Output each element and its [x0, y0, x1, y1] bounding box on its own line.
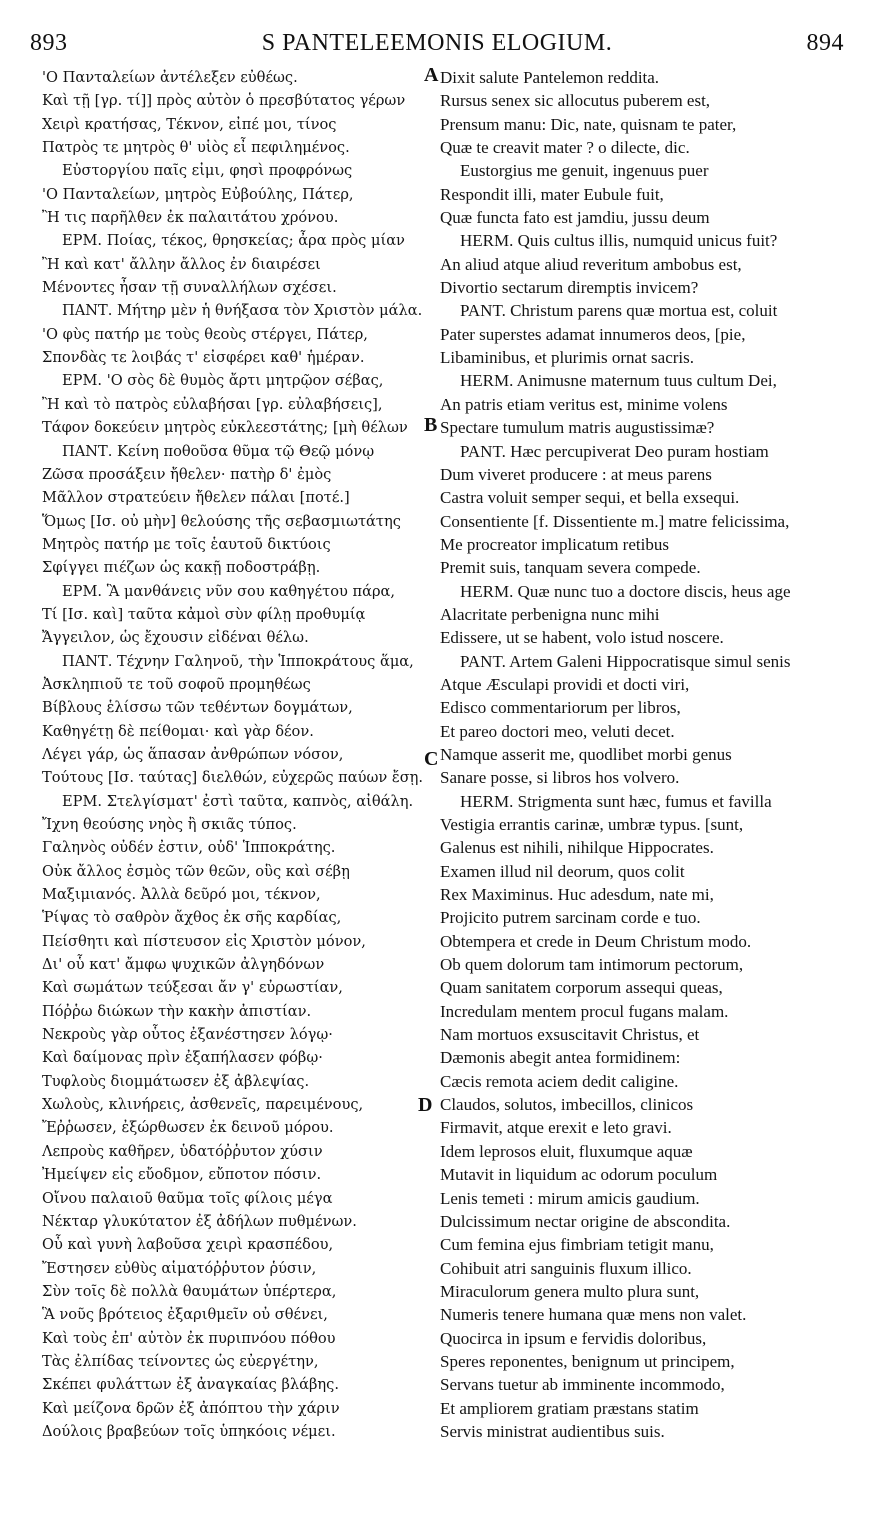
greek-verse-line: Καὶ δαίμονας πρὶν ἐξαπήλασεν φόβῳ· [42, 1049, 323, 1067]
greek-verse-line: Ἔστησεν εὐθὺς αἱματόῤῥυτον ῥύσιν, [42, 1259, 317, 1277]
latin-verse-line: Edissere, ut se habent, volo istud noscere. [440, 628, 724, 648]
greek-verse-line: Δι' οὗ κατ' ἄμφω ψυχικῶν ἀλγηδόνων [42, 956, 325, 974]
latin-verse-line: Projicito putrem sarcinam corde e tuo. [440, 908, 701, 928]
latin-verse-line: HERM. Strigmenta sunt hæc, fumus et favilla [460, 791, 772, 811]
greek-verse-line: Μητρὸς πατήρ με τοῖς ἑαυτοῦ δικτύοις [42, 535, 331, 553]
greek-verse-line: ΕΡΜ. 'Ο σὸς δὲ θυμὸς ἄρτι μητρῷον σέβας, [62, 372, 384, 390]
latin-verse-line: Premit suis, tanquam severa compede. [440, 558, 701, 578]
greek-verse-line: 'Ο Πανταλείων ἀντέλεξεν εὐθέως. [42, 69, 298, 86]
latin-verse-line: Cum femina ejus fimbriam tetigit manu, [440, 1235, 714, 1255]
greek-verse-line: Καὶ τοὺς ἐπ' αὐτὸν ἐκ πυριπνόου πόθου [42, 1329, 336, 1347]
latin-verse-line: Miraculorum genera multo plura sunt, [440, 1281, 700, 1301]
latin-verse-line: Dæmonis abegit antea formidinem: [440, 1048, 681, 1068]
latin-verse-line: Consentiente [f. Dissentiente m.] matre felicissima, [440, 511, 790, 531]
greek-verse-line: ΠΑΝΤ. Μήτηρ μὲν ἡ θνήξασα τὸν Χριστὸν μάλα. [62, 302, 423, 320]
greek-verse-line: 'Ο φὺς πατήρ με τοὺς θεοὺς στέργει, Πάτερ, [42, 325, 368, 343]
latin-verse-line: Quam sanitatem corporum assequi queas, [440, 978, 723, 998]
section-marker-d: D [418, 1094, 433, 1116]
greek-verse-line: ΕΡΜ. Ποίας, τέκος, θρησκείας; ἆρα πρὸς μίαν [62, 232, 405, 250]
greek-verse-line: Μένοντες ἦσαν τῇ συναλλήλων σχέσει. [42, 279, 337, 297]
greek-verse-line: Ἢ τις παρῆλθεν ἐκ παλαιτάτου χρόνου. [42, 209, 339, 227]
latin-verse-line: Edisco commentariorum per libros, [440, 698, 681, 718]
greek-verse-line: Οἴνου παλαιοῦ θαῦμα τοῖς φίλοις μέγα [42, 1189, 333, 1207]
latin-verse-line: Cohibuit atri sanguinis fluxum illico. [440, 1258, 692, 1278]
latin-verse-line: Atque Æsculapi providi et docti viri, [440, 674, 690, 694]
latin-verse-line: Speres reponentes, benignum ut principem, [440, 1351, 735, 1371]
latin-verse-line: Rursus senex sic allocutus puberem est, [440, 91, 711, 111]
greek-verse-line: Σφίγγει πιέζων ὡς κακῇ ποδοστράβῃ. [42, 559, 321, 577]
latin-verse-line: Pater superstes adamat innumeros deos, [pie, [440, 324, 746, 344]
latin-verse-line: Obtempera et crede in Deum Christum modo. [440, 931, 752, 951]
latin-verse-line: Numeris tenere humana quæ mens non valet. [440, 1305, 747, 1325]
greek-verse-line: Λεπροὺς καθῆρεν, ὑδατόῤῥυτον χύσιν [42, 1142, 323, 1160]
greek-verse-line: Τάφον δοκεύειν μητρὸς εὐκλεεστάτης; [μὴ θέλων [42, 419, 408, 437]
latin-verse-line: Firmavit, atque erexit e leto gravi. [440, 1118, 672, 1138]
latin-verse-line: Quocirca in ipsum e fervidis doloribus, [440, 1328, 707, 1348]
latin-verse-line: Et ampliorem gratiam præstans statim [440, 1398, 699, 1418]
greek-verse-line: Σὺν τοῖς δὲ πολλὰ θαυμάτων ὑπέρτερα, [42, 1282, 337, 1300]
greek-verse-line: Οὐκ ἄλλος ἐσμὸς τῶν θεῶν, οὓς καὶ σέβῃ [42, 862, 350, 880]
greek-verse-line: Τούτους [Ισ. ταύτας] διελθών, εὐχερῶς παύων ἔσῃ. [42, 769, 424, 787]
running-head [30, 30, 844, 60]
latin-verse-line: PANT. Christum parens quæ mortua est, coluit [460, 301, 778, 321]
latin-verse-line: Rex Maximinus. Huc adesdum, nate mi, [440, 885, 714, 905]
greek-verse-line: Καὶ τῇ [γρ. τί]] πρὸς αὐτὸν ὁ πρεσβύτατος γέρων [42, 92, 406, 110]
latin-verse-line: Dixit salute Pantelemon reddita. [440, 68, 660, 87]
latin-verse-line: HERM. Quæ nunc tuo a doctore discis, heus age [460, 581, 791, 601]
greek-verse-line: Καὶ μείζονα δρῶν ἐξ ἀπόπτου τὴν χάριν [42, 1399, 340, 1417]
latin-verse-line: Servis ministrat audientibus suis. [440, 1421, 665, 1441]
greek-verse-line: Ἀσκληπιοῦ τε τοῦ σοφοῦ προμηθέως [42, 675, 311, 693]
greek-verse-line: Δούλοις βραβεύων τοῖς ὑπηκόοις νέμει. [42, 1422, 336, 1440]
section-marker-c: C [424, 748, 439, 770]
greek-verse-line: Τὰς ἐλπίδας τείνοντες ὡς εὐεργέτην, [42, 1352, 319, 1370]
greek-verse-line: ΠΑΝΤ. Τέχνην Γαληνοῦ, τὴν Ἱπποκράτους ἅμα, [62, 652, 414, 670]
section-marker-a: A [424, 64, 439, 86]
latin-verse-line: Divortio sectarum diremptis invicem? [440, 278, 699, 298]
latin-verse-line: Alacritate perbenigna nunc mihi [440, 604, 660, 624]
greek-verse-line: ΠΑΝΤ. Κείνη ποθοῦσα θῦμα τῷ Θεῷ μόνῳ [62, 442, 375, 460]
latin-verse-line: Vestigia errantis carinæ, umbræ typus. [sunt, [440, 815, 744, 834]
greek-verse-line: Τυφλοὺς διομμάτωσεν ἐξ ἀβλεψίας. [42, 1072, 310, 1090]
section-marker-b: B [424, 414, 438, 436]
page-number-right: 894 [806, 30, 844, 56]
latin-verse-line: Castra voluit semper sequi, et bella exsequi. [440, 488, 740, 508]
latin-verse-line: An aliud atque aliud reveritum ambobus est, [440, 254, 742, 274]
greek-verse-line: Βίβλους ἑλίσσω τῶν τεθέντων δογμάτων, [42, 699, 353, 717]
latin-verse-line: Claudos, solutos, imbecillos, clinicos [440, 1095, 694, 1115]
greek-verse-line: Τί [Ισ. καὶ] ταῦτα κἀμοὶ σὺν φίλῃ προθυμίᾳ [42, 605, 366, 623]
greek-verse-line: Ῥίψας τὸ σαθρὸν ἄχθος ἐκ σῆς καρδίας, [42, 909, 342, 927]
page-title: S PANTELEEMONIS ELOGIUM. [261, 30, 613, 56]
latin-verse-line: Cæcis remota aciem dedit caligine. [440, 1071, 679, 1091]
greek-verse-line: Οὗ καὶ γυνὴ λαβοῦσα χειρὶ κρασπέδου, [42, 1236, 334, 1254]
latin-verse-line: Me procreator implicatum retibus [440, 534, 669, 554]
greek-verse-line: Λέγει γάρ, ὡς ἅπασαν ἀνθρώπων νόσον, [42, 745, 344, 763]
latin-verse-line: HERM. Quis cultus illis, numquid unicus fuit? [460, 231, 778, 251]
latin-verse-line: PANT. Artem Galeni Hippocratisque simul senis [460, 651, 791, 671]
latin-verse-line: HERM. Animusne maternum tuus cultum Dei, [460, 371, 777, 391]
greek-verse-line: Νέκταρ γλυκύτατον ἐξ ἀδήλων πυθμένων. [42, 1212, 357, 1230]
latin-verse-line: Incredulam mentem procul fugans malam. [440, 1001, 729, 1021]
greek-verse-line: Ἄγγειλον, ὡς ἔχουσιν εἰδέναι θέλω. [42, 629, 309, 647]
greek-verse-line: Εὐστοργίου παῖς εἰμι, φησὶ προφρόνως [62, 162, 353, 180]
latin-verse-line: Ob quem dolorum tam intimorum pectorum, [440, 955, 744, 975]
latin-verse-line: Dulcissimum nectar origine de abscondita. [440, 1211, 731, 1231]
latin-verse-line: An patris etiam veritus est, minime volens [440, 394, 728, 414]
greek-verse-line: Ἠμείψεν εἰς εὔοδμον, εὔποτον πόσιν. [42, 1166, 322, 1184]
greek-verse-line: Ἃ νοῦς βρότειος ἐξαριθμεῖν οὐ σθένει, [42, 1306, 328, 1324]
latin-verse-line: Et pareo doctori meo, veluti decet. [440, 721, 675, 741]
latin-verse-line: Sanare posse, si libros hos volvero. [440, 768, 680, 788]
latin-verse-line: Quæ functa fato est jamdiu, jussu deum [440, 208, 710, 228]
greek-verse-line: ΕΡΜ. Ἃ μανθάνεις νῦν σου καθηγέτου πάρα, [62, 582, 396, 600]
latin-verse-line: Lenis temeti : mirum amicis gaudium. [440, 1188, 700, 1208]
greek-verse-line: Γαληνὸς οὐδέν ἐστιν, οὐδ' Ἱπποκράτης. [42, 839, 336, 857]
page-number-left: 893 [30, 30, 68, 56]
greek-verse-line: Σπονδὰς τε λοιβάς τ' εἰσφέρει καθ' ἡμέραν. [42, 349, 365, 367]
latin-verse-line: Namque asserit me, quodlibet morbi genus [440, 744, 732, 764]
latin-verse-line: Spectare tumulum matris augustissimæ? [440, 418, 715, 438]
greek-verse-line: Χειρὶ κρατήσας, Τέκνον, εἰπέ μοι, τίνος [42, 115, 337, 133]
latin-verse-line: Respondit illi, mater Eubule fuit, [440, 184, 664, 204]
latin-verse-line: Libaminibus, et plurimis ornat sacris. [440, 348, 695, 368]
greek-verse-line: 'Ο Πανταλείων, μητρὸς Εὐβούλης, Πάτερ, [42, 185, 354, 203]
greek-verse-line: Πόῤῥω διώκων τὴν κακὴν ἀπιστίαν. [42, 1002, 312, 1020]
latin-verse-line: Idem leprosos eluit, fluxumque aquæ [440, 1141, 693, 1161]
greek-verse-line: Πατρὸς τε μητρὸς θ' υἱὸς εἶ πεφιλημένος. [42, 139, 350, 157]
greek-verse-line: Πείσθητι καὶ πίστευσον εἰς Χριστὸν μόνον, [42, 932, 366, 950]
greek-verse-line: Ἔῤῥωσεν, ἐξώρθωσεν ἐκ δεινοῦ μόρου. [42, 1119, 334, 1137]
greek-verse-line: Ἢ καὶ κατ' ἄλλην ἄλλος ἐν διαιρέσει [42, 255, 321, 273]
greek-verse-line: Σκέπει φυλάττων ἐξ ἀναγκαίας βλάβης. [42, 1376, 339, 1394]
greek-verse-line: Καὶ σωμάτων τεύξεσαι ἄν γ' εὐρωστίαν, [42, 979, 343, 997]
latin-verse-line: PANT. Hæc percupiverat Deo puram hostiam [460, 441, 769, 461]
latin-verse-line: Nam mortuos exsuscitavit Christus, et [440, 1025, 700, 1045]
greek-verse-line: Μᾶλλον στρατεύειν ἤθελεν πάλαι [ποτέ.] [42, 489, 350, 507]
latin-verse-line: Galenus est nihili, nihilque Hippocrates. [440, 838, 714, 858]
latin-verse-line: Prensum manu: Dic, nate, quisnam te pater, [440, 114, 737, 134]
latin-verse-line: Mutavit in liquidum ac odorum poculum [440, 1165, 718, 1185]
latin-verse-line: Eustorgius me genuit, ingenuus puer [460, 161, 709, 181]
greek-verse-line: Νεκροὺς γὰρ οὗτος ἐξανέστησεν λόγῳ· [42, 1026, 333, 1044]
latin-verse-line: Examen illud nil deorum, quos colit [440, 861, 685, 881]
greek-verse-line: Ἢ καὶ τὸ πατρὸς εὐλαβήσαι [γρ. εὐλαβήσεις], [42, 395, 383, 413]
greek-verse-line: Ζῶσα προσάξειν ἤθελεν· πατὴρ δ' ἐμὸς [42, 465, 332, 483]
greek-verse-line: ΕΡΜ. Στελγίσματ' ἐστὶ ταῦτα, καπνὸς, αἰθάλη. [62, 792, 414, 810]
latin-text-column [440, 66, 791, 1443]
greek-verse-line: Ἴχνη θεούσης νηὸς ἢ σκιᾶς τύπος. [42, 816, 297, 833]
latin-verse-line: Quæ te creavit mater ? o dilecte, dic. [440, 138, 690, 158]
latin-verse-line: Servans tuetur ab imminente incommodo, [440, 1375, 725, 1395]
greek-verse-line: Καθηγέτῃ δὲ πείθομαι· καὶ γὰρ δέον. [42, 722, 314, 740]
greek-verse-line: Ὅμως [Ισ. οὐ μὴν] θελούσης τῆς σεβασμιωτάτης [42, 512, 401, 530]
greek-text-column [42, 66, 423, 1443]
greek-verse-line: Μαξιμιανός. Ἀλλὰ δεῦρό μοι, τέκνον, [42, 886, 321, 904]
latin-verse-line: Dum viveret producere : at meus parens [440, 464, 712, 484]
greek-verse-line: Χωλοὺς, κλινήρεις, ἀσθενεῖς, παρειμένους, [42, 1096, 364, 1114]
